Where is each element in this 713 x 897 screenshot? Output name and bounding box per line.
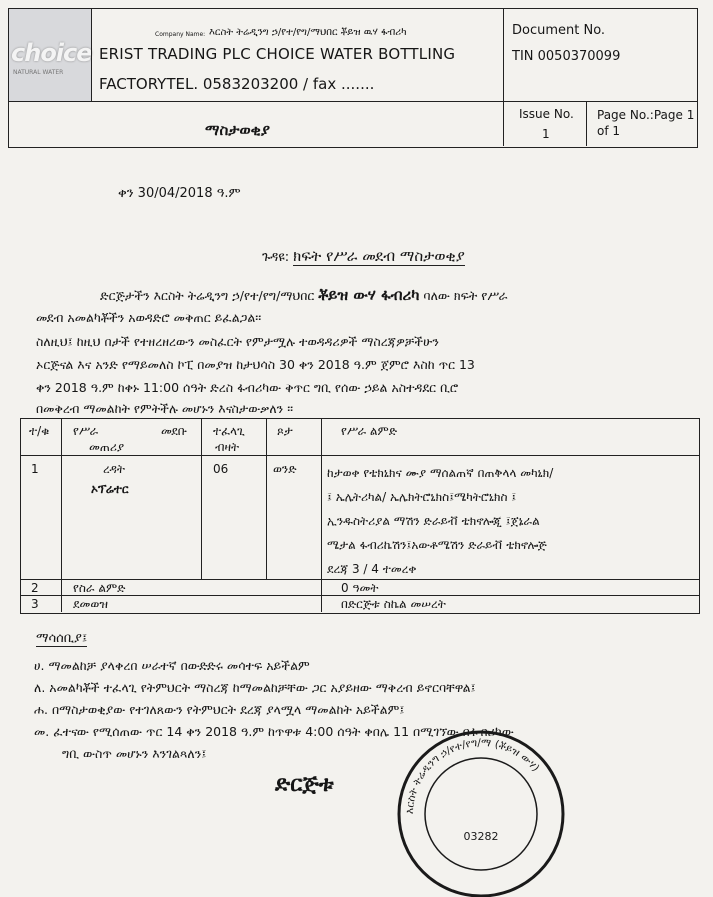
requirement-line-3: ኢንዱስትሪያል ማሽን ድራይቭ ቴክኖሎጂ ፤ጀኔራል: [327, 514, 540, 528]
issue-number-label: Issue No.: [519, 107, 574, 121]
logo-divider: [91, 9, 92, 101]
page-number: [597, 107, 697, 139]
subject-value: ክፍት የሥራ መደብ ማስታወቂያ: [293, 247, 465, 265]
logo-subtext: NATURAL WATER: [13, 69, 64, 76]
company-name-english: ERIST TRADING PLC CHOICE WATER BOTTLING: [99, 45, 456, 63]
row2-no: 2: [31, 581, 39, 595]
col-line-4: [321, 419, 322, 612]
col-line-1: [61, 419, 62, 612]
row1-requirements: [327, 461, 553, 581]
note-item-c: ሐ. በማስታወቂያው የተገለጸውን የትምህርት ደረጃ ያላሟላ ማመልከት አይችልም፤: [34, 702, 405, 717]
intro-line-5: ቀን 2018 ዓ.ም ከቀኑ 11:00 ሰዓት ድረስ ፋብሪካው ቅጥር ግቢ የሰው ኃይል አስተዳደር ቢሮ: [36, 380, 459, 395]
note-item-b: ለ. አመልካቾች ተፈላጊ የትምህርት ማስረጃ ከማመልከቻቸው ጋር አያይዘው ማቅረብ ይኖርባቸዋል፤: [34, 680, 476, 695]
intro-line-1: [100, 285, 507, 306]
factory-name-bold: ቾይዝ ውሃ ፋብሪካ: [318, 286, 420, 304]
logo-text: choice: [11, 39, 92, 67]
company-name-label: Company Name:: [155, 31, 206, 38]
requirement-line-5: ደረጃ 3 / 4 ተመረቀ: [327, 562, 417, 576]
stamp-number: 03282: [463, 830, 499, 843]
tin-number: TIN 0050370099: [512, 49, 621, 64]
row1-count: 06: [213, 462, 229, 476]
requirement-line-2: ፤ ኤሌትሪካል/ ኤሌክትሮኒክስ፤ሜካትሮኒክስ ፤: [327, 490, 517, 504]
header-sex: ጾታ: [277, 424, 293, 438]
document-date: ቀን 30/04/2018 ዓ.ም: [118, 186, 241, 201]
header-required-2: ብዛት: [215, 440, 240, 454]
row3-value: በድርጅቱ ስኬል መሠረት: [341, 597, 446, 611]
intro-line-2: መደብ አመልካቾችን አወዳድሮ መቅጠር ይፈልጋል፡፡: [36, 310, 262, 325]
row2-value: 0 ዓመት: [341, 581, 379, 595]
row1-no: 1: [31, 462, 39, 476]
signature-organization: ድርጅቱ: [275, 772, 334, 797]
header-required-1: ተፈላጊ: [213, 424, 245, 438]
intro-line-3: ስለዚህ፤ ከዚህ በታች የተዘረዘረውን መስፈርት የምታሟሉ ተወዳዳሪዎች ማስረጃዎቻችሁን: [36, 334, 439, 349]
row1-position-2: ኦፕሬተር: [91, 482, 129, 496]
page-number-of: of 1: [597, 124, 621, 138]
row3-label: ደመወዝ: [73, 597, 108, 611]
row3-no: 3: [31, 597, 39, 611]
note-item-d: መ. ፈተናው የሚሰጠው ጥር 14 ቀን 2018 ዓ.ም ከጥዋቱ 4:00 ሰዓት ቀበሌ 11 በሚገኘው በፋብሪካው: [34, 724, 514, 739]
document-header: [8, 8, 698, 148]
intro-line-6: በመቅረብ ማመልከት የምትችሉ መሆኑን እናስታውቃለን ፡፡: [36, 401, 294, 416]
intro-line-4: ኦርጅናል እና አንድ የማይመለስ ኮፒ በመያዝ ከታህሳስ 30 ቀን 2018 ዓ.ም ጀምሮ እስከ ጥር 13: [36, 357, 475, 372]
header-right-divider: [503, 9, 504, 146]
header-row-divider: [9, 101, 697, 102]
col-line-3: [266, 419, 267, 579]
issue-page-divider: [586, 101, 587, 146]
issue-number-value: 1: [542, 127, 550, 141]
row1-sex: ወንድ: [273, 462, 297, 476]
header-position-2: መደቡ: [161, 424, 188, 438]
header-position-1: የሥራ: [73, 424, 99, 438]
stamp-text: እርስት ትሬዲንግ ኃ/የተ/የግ/ማ (ቾይዝ ውሃ): [403, 736, 542, 815]
subject-line: [262, 247, 465, 265]
header-position-3: መጠሪያ: [89, 440, 125, 454]
col-line-2: [201, 419, 202, 579]
note-item-a: ሀ. ማመልከቻ ያላቀረበ ሠራተኛ በውድድሩ መሳተፍ አይችልም: [34, 658, 310, 673]
requirement-line-4: ሜታል ፋብሪኬሽን፤አውቶሜሽን ድራይቭ ቴክኖሎጅ: [327, 538, 547, 552]
document-title: ማስታወቂያ: [205, 121, 270, 139]
row2-label: የስራ ልምድ: [73, 581, 126, 595]
intro-line-1-end: ባለው ክፍት የሥራ: [423, 288, 508, 303]
note-item-d-continued: ግቢ ውስጥ መሆኑን እንገልጻለን፤: [62, 746, 207, 761]
factory-telephone: FACTORYTEL. 0583203200 / fax .......: [99, 75, 375, 93]
intro-line-1-start: ድርጅታችን እርስት ትሬዲንግ ኃ/የተ/የግ/ማህበር: [100, 288, 315, 303]
vacancy-table: [20, 418, 700, 614]
requirement-line-1: ከታወቀ የቴክኒክና ሙያ ማሰልጠኛ በጠቅላላ መካኒክ/: [327, 466, 554, 480]
subject-label: ጉዳዩ:: [262, 250, 290, 265]
notes-title: ማሳሰቢያ፤: [36, 631, 88, 646]
company-name-amharic: እርስት ትሬዲንግ ኃ/የተ/የግ/ማህበር ቾይዝ ዉሃ ፋብሪካ: [209, 27, 407, 38]
row1-position-1: ረዳት: [103, 462, 125, 476]
company-logo: [9, 9, 91, 101]
company-stamp: [393, 722, 568, 897]
row-line-header: [21, 455, 699, 456]
document-number-label: Document No.: [512, 23, 606, 38]
header-experience: የሥራ ልምድ: [341, 424, 398, 438]
header-no: ተ/ቁ: [29, 424, 50, 438]
page-number-label: Page No.:Page 1: [597, 108, 695, 122]
